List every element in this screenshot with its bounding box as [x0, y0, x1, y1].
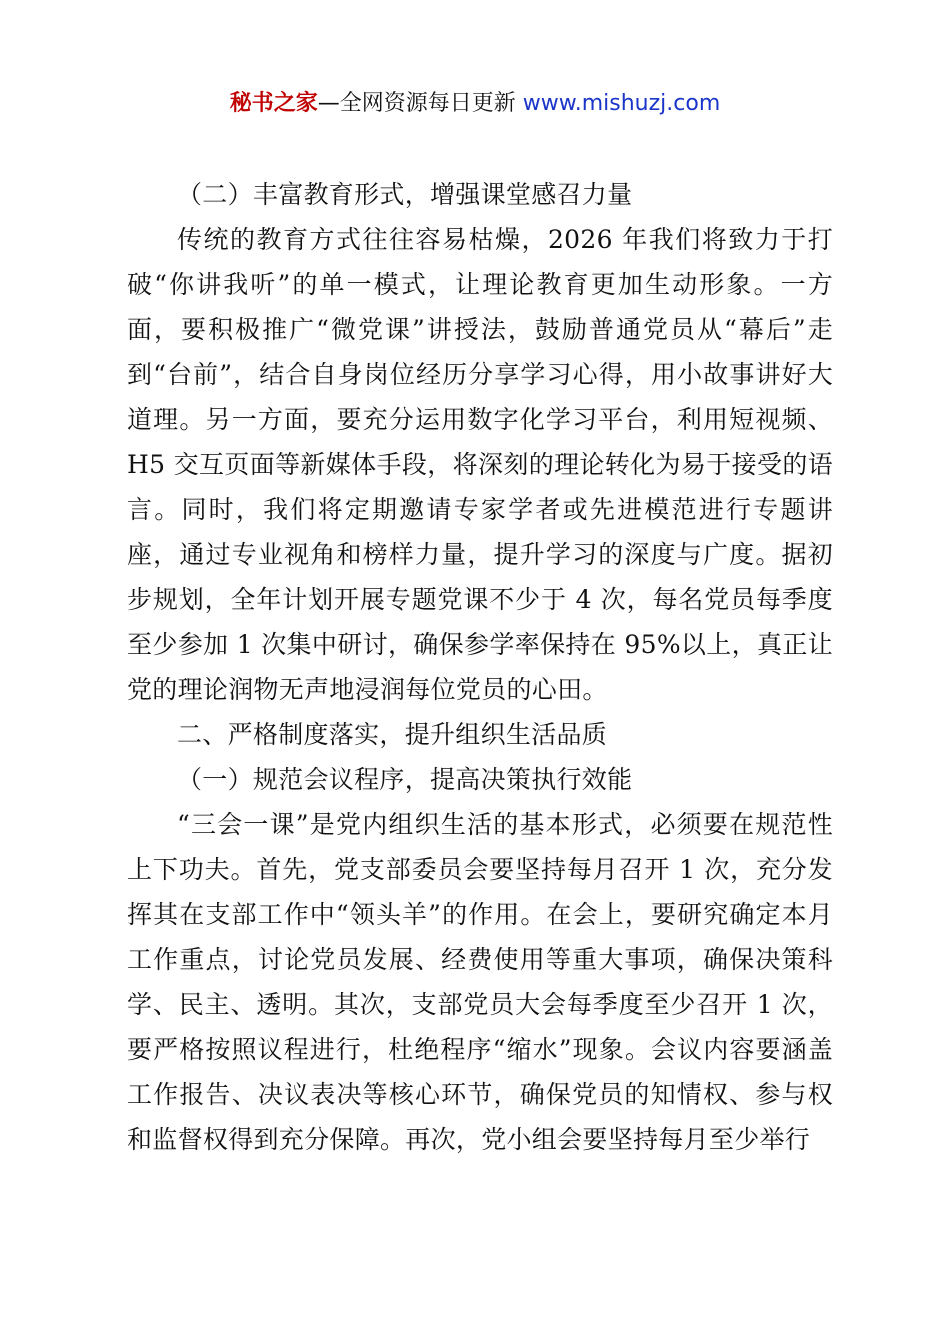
document-body	[127, 172, 833, 1162]
body-paragraph: “三会一课”是党内组织生活的基本形式，必须要在规范性上下功夫。首先，党支部委员会要坚持每月召开 1 次，充分发挥其在支部工作中“领头羊”的作用。在会上，要研究确定本月工作重点，讨论党员发展、经费使用等重大事项，确保决策科学、民主、透明。其次，支部党员大会每季度至少召开 1 次，要严格按照议程进行，杜绝程序“缩水”现象。会议内容要涵盖工作报告、决议表决等核心环节，确保党员的知情权、参与权和监督权得到充分保障。再次，党小组会要坚持每月至少举行	[127, 810, 833, 1154]
header-url-link[interactable]: www.mishuzj.com	[522, 91, 721, 116]
page-header	[0, 88, 950, 120]
section-subheading: （二）丰富教育形式，增强课堂感召力量	[177, 180, 633, 209]
header-brand: 秘书之家	[229, 91, 318, 116]
section-subheading: （一）规范会议程序，提高决策执行效能	[177, 765, 633, 794]
section-heading: 二、严格制度落实，提升组织生活品质	[177, 720, 608, 749]
body-paragraph: 传统的教育方式往往容易枯燥，2026 年我们将致力于打破“你讲我听”的单一模式，让理论教育更加生动形象。一方面，要积极推广“微党课”讲授法，鼓励普通党员从“幕后”走到“台前”，结合自身岗位经历分享学习心得，用小故事讲好大道理。另一方面，要充分运用数字化学习平台，利用短视频、H5 交互页面等新媒体手段，将深刻的理论转化为易于接受的语言。同时，我们将定期邀请专家学者或先进模范进行专题讲座，通过专业视角和榜样力量，提升学习的深度与广度。据初步规划，全年计划开展专题党课不少于 4 次，每名党员每季度至少参加 1 次集中研讨，确保参学率保持在 95%以上，真正让党的理论润物无声地浸润每位党员的心田。	[127, 225, 833, 704]
header-tagline: —全网资源每日更新	[317, 91, 523, 116]
